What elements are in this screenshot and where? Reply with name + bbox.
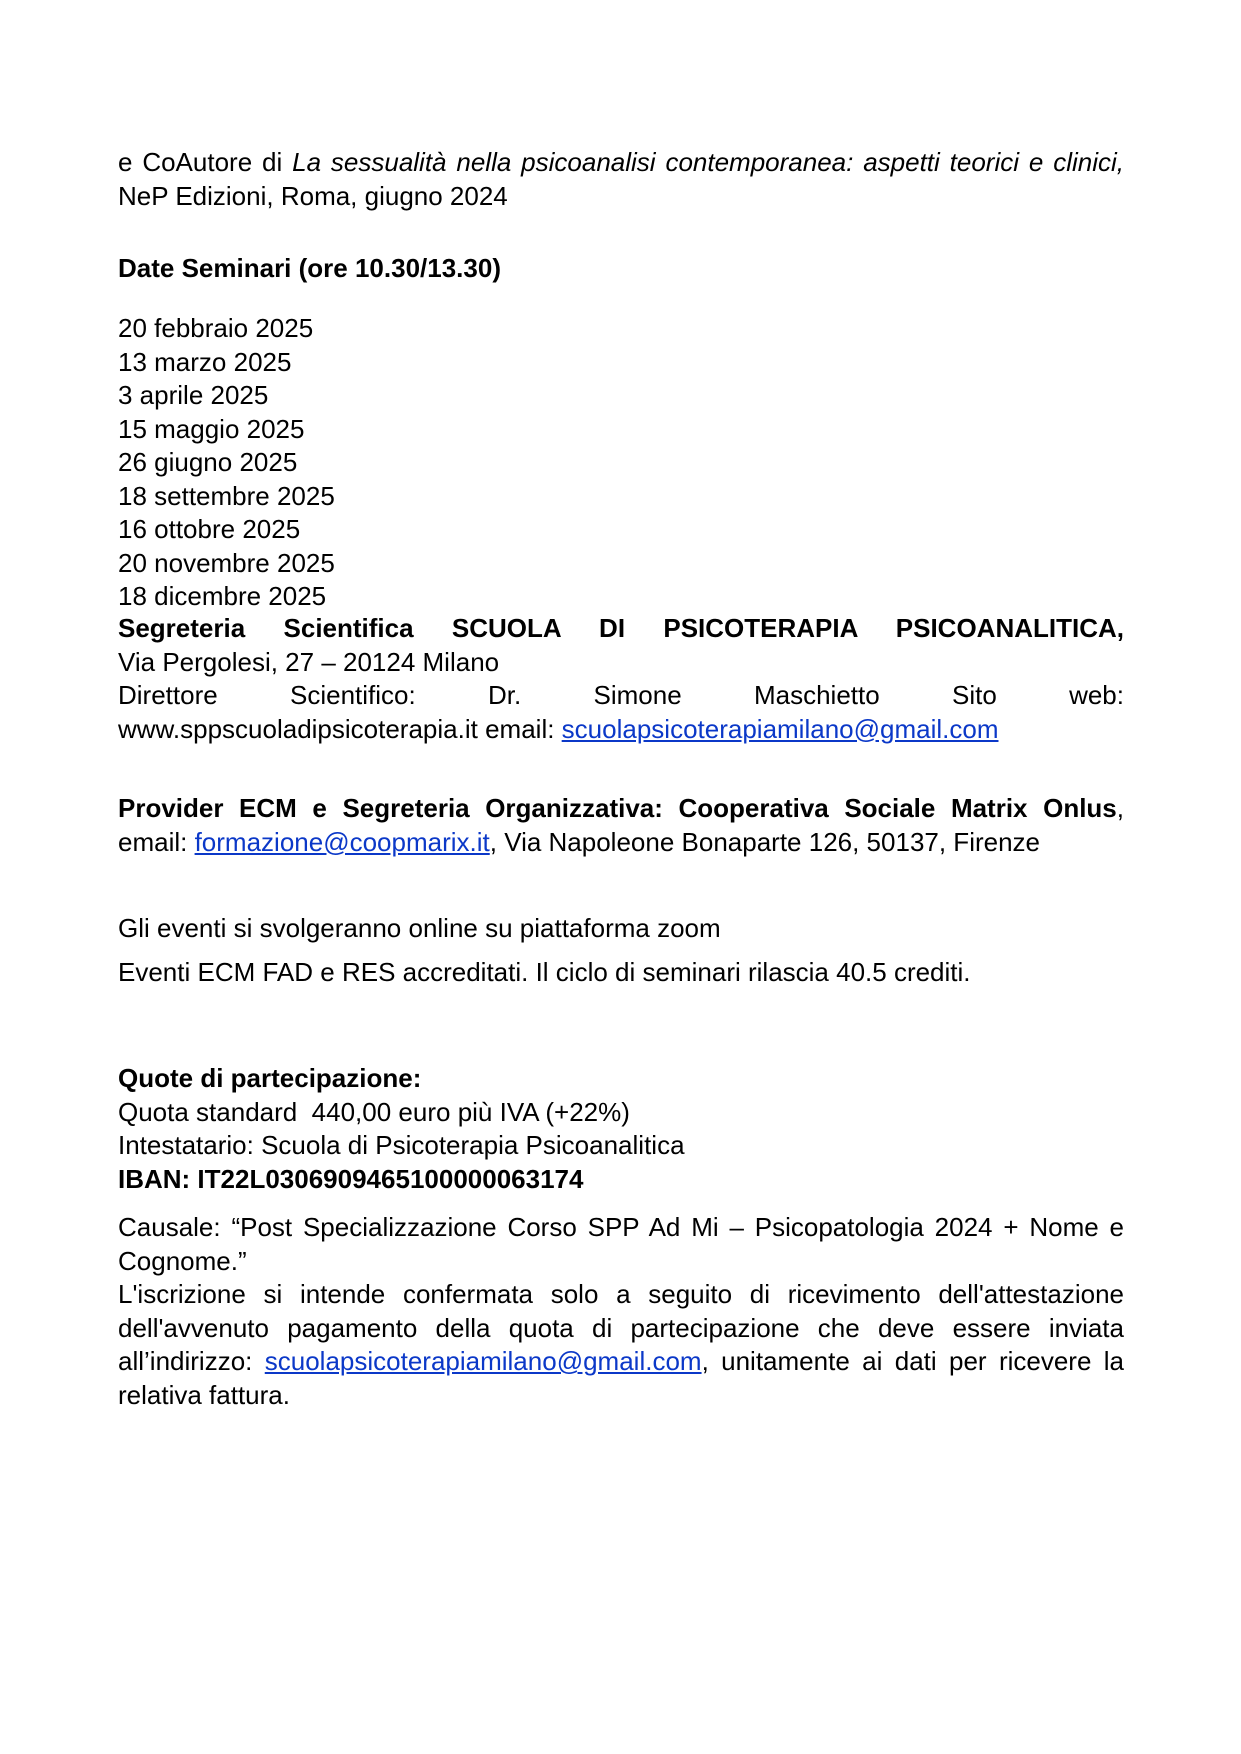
intro-book-title: La sessualità nella psicoanalisi contemporanea: aspetti teorici e clinici, [292, 147, 1124, 177]
date-item: 16 ottobre 2025 [118, 514, 301, 544]
website-text: www.sppscuoladipsicoterapia.it [118, 713, 478, 744]
date-item: 20 febbraio 2025 [118, 313, 314, 343]
provider-email-link[interactable]: formazione@coopmarix.it [194, 826, 490, 857]
credits-info: Eventi ECM FAD e RES accreditati. Il ciclo di seminari rilascia 40.5 crediti. [118, 957, 971, 987]
scientific-address: Via Pergolesi, 27 – 20124 Milano [118, 646, 500, 677]
email-label: email: [477, 713, 562, 744]
scientific-section [118, 612, 1124, 746]
payment-email-link[interactable]: scuolapsicoterapiamilano@gmail.com [264, 1346, 702, 1376]
fees-heading: Quote di partecipazione: [118, 1063, 422, 1093]
scientific-email-link[interactable]: scuolapsicoterapiamilano@gmail.com [561, 713, 999, 744]
fees-iban: IBAN: IT22L0306909465100000063174 [118, 1163, 584, 1194]
date-item: 18 dicembre 2025 [118, 581, 327, 611]
fees-section [118, 1062, 1124, 1196]
provider-address: , Via Napoleone Bonaparte 126, 50137, Firenze [489, 826, 1041, 857]
dates-heading: Date Seminari (ore 10.30/13.30) [118, 253, 501, 283]
date-item: 18 settembre 2025 [118, 480, 335, 511]
scientific-heading: Segreteria Scientifica SCUOLA DI PSICOTERAPIA PSICOANALITICA, [118, 613, 1124, 643]
scientific-contacts [118, 713, 1124, 747]
date-item: 26 giugno 2025 [118, 447, 298, 477]
intro-paragraph [118, 146, 1124, 213]
confirmation-closing: , unitamente ai dati per ricevere la relativa fattura. [118, 1346, 1125, 1410]
confirmation-text: L'iscrizione si intende confermata solo a seguito di ricevimento dell'attestazione dell'avvenuto pagamento della quota di partecipazione che deve essere inviata all’indirizzo: [118, 1279, 1124, 1376]
intro-suffix: NeP Edizioni, Roma, giugno 2024 [118, 180, 508, 211]
dates-list [118, 312, 1124, 614]
payment-confirmation [118, 1278, 1124, 1412]
date-item: 20 novembre 2025 [118, 547, 335, 578]
fees-standard: Quota standard 440,00 euro più IVA (+22%) [118, 1096, 630, 1127]
fees-holder: Intestatario: Scuola di Psicoterapia Psicoanalitica [118, 1130, 685, 1160]
intro-prefix: e CoAutore di [118, 147, 293, 177]
scientific-director: Direttore Scientifico: Dr. Simone Maschietto Sito web: [118, 680, 1124, 710]
payment-causale: Causale: “Post Specializzazione Corso SPP Ad Mi – Psicopatologia 2024 + Nome e Cognome.” [118, 1212, 1124, 1276]
provider-heading: Provider ECM e Segreteria Organizzativa: Cooperativa Sociale Matrix Onlus [118, 793, 1117, 823]
date-item: 15 maggio 2025 [118, 413, 305, 444]
date-item: 3 aprile 2025 [118, 380, 269, 410]
online-info: Gli eventi si svolgeranno online su piattaforma zoom [118, 913, 721, 943]
provider-email-label: , email: [118, 793, 1124, 857]
date-item: 13 marzo 2025 [118, 346, 292, 377]
provider-paragraph [118, 792, 1124, 859]
